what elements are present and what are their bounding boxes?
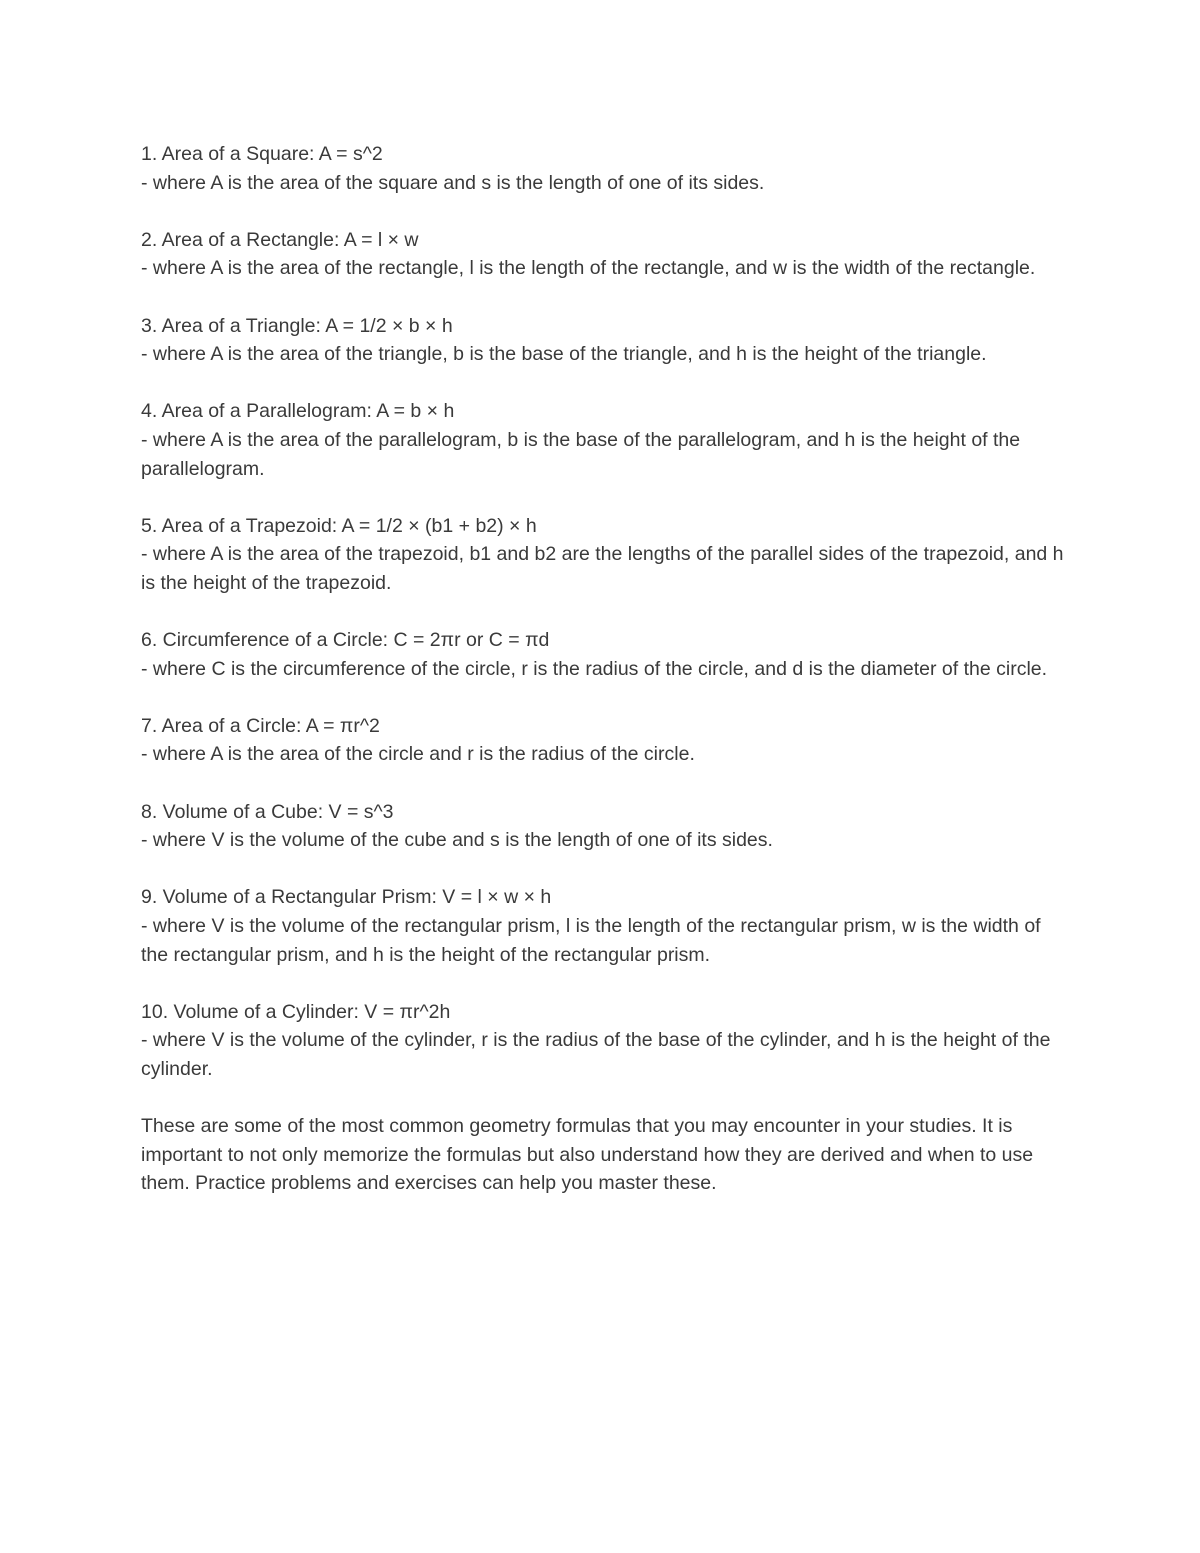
formula-cylinder-volume — [141, 998, 1071, 1084]
formula-title: 1. Area of a Square: A = s^2 — [141, 143, 383, 165]
formula-description: - where V is the volume of the rectangular prism, l is the length of the rectangular prism, w is the width of the rectangular prism, and h is the height of the rectangular prism. — [141, 915, 1041, 966]
formula-title: 5. Area of a Trapezoid: A = 1/2 × (b1 + b2) × h — [141, 514, 537, 537]
formula-triangle — [141, 312, 1071, 369]
formula-title: 8. Volume of a Cube: V = s^3 — [141, 800, 394, 823]
formula-rectangle — [141, 226, 1071, 283]
formula-title: 2. Area of a Rectangle: A = l × w — [141, 228, 419, 251]
formula-title: 10. Volume of a Cylinder: V = πr^2h — [141, 1000, 451, 1023]
formula-title: 7. Area of a Circle: A = πr^2 — [141, 714, 380, 737]
formula-trapezoid — [141, 512, 1071, 598]
formula-description: - where A is the area of the rectangle, l is the length of the rectangle, and w is the width of the rectangle. — [141, 257, 1036, 280]
formula-title: 6. Circumference of a Circle: C = 2πr or C = πd — [141, 629, 550, 652]
formula-square — [141, 140, 1071, 197]
formula-circle-area — [141, 712, 1071, 769]
formula-description: - where A is the area of the square and s is the length of one of its sides. — [141, 171, 765, 194]
formula-description: - where C is the circumference of the circle, r is the radius of the circle, and d is the diameter of the circle. — [141, 657, 1048, 680]
formula-description: - where V is the volume of the cylinder, r is the radius of the base of the cylinder, and h is the height of the cylinder. — [141, 1029, 1051, 1080]
formula-description: - where V is the volume of the cube and s is the length of one of its sides. — [141, 829, 773, 852]
formula-parallelogram — [141, 397, 1071, 483]
formula-title: 4. Area of a Parallelogram: A = b × h — [141, 400, 455, 423]
document-page — [141, 140, 1071, 1198]
formula-circle-circumference — [141, 626, 1071, 683]
formula-rectangular-prism-volume — [141, 883, 1071, 969]
closing-paragraph: These are some of the most common geometry formulas that you may encounter in your studies. It is important to not only memorize the formulas but also understand how they are derived and when to use them. Practice problems and exercises can help you master these. — [141, 1115, 1034, 1195]
formula-title: 9. Volume of a Rectangular Prism: V = l × w × h — [141, 886, 552, 909]
formula-description: - where A is the area of the trapezoid, b1 and b2 are the lengths of the parallel sides of the trapezoid, and h is the height of the trapezoid. — [141, 543, 1064, 594]
formula-title: 3. Area of a Triangle: A = 1/2 × b × h — [141, 314, 453, 337]
formula-description: - where A is the area of the triangle, b is the base of the triangle, and h is the height of the triangle. — [141, 343, 987, 366]
formula-description: - where A is the area of the parallelogram, b is the base of the parallelogram, and h is the height of the parallelogram. — [141, 428, 1021, 480]
formula-cube-volume — [141, 798, 1071, 855]
formula-description: - where A is the area of the circle and r is the radius of the circle. — [141, 743, 695, 766]
